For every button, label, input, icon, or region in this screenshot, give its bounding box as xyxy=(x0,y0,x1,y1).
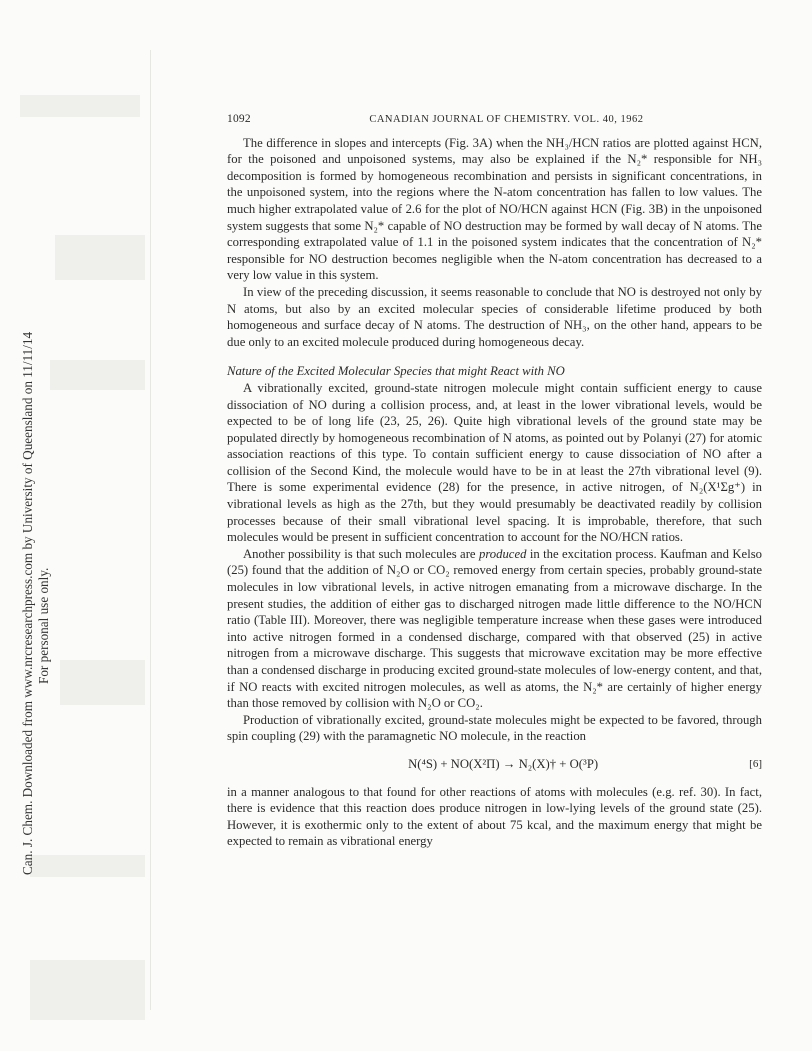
journal-page xyxy=(227,111,762,850)
page-number: 1092 xyxy=(227,113,251,125)
section-heading: Nature of the Excited Molecular Species that might React with NO xyxy=(227,364,565,379)
paragraph: in a manner analogous to that found for other reactions of atoms with molecules (e.g. ref. 30). In fact, there is evidence that this reaction does produce nitrogen in low-lying levels of the ground state (25). However, it is exothermic only to the extent of about 75 kcal, and the maximum energy that might be expected to remain as vibrational energy xyxy=(227,784,762,849)
paragraph-text: Another possibility is that such molecules are xyxy=(243,546,479,561)
download-notice-text xyxy=(20,332,52,875)
emphasis-text: produced xyxy=(478,546,527,561)
scan-margin-line xyxy=(150,50,151,1010)
equation-number: [6] xyxy=(749,757,762,770)
paragraph: A vibrationally excited, ground-state nitrogen molecule might contain sufficient energy to cause dissociation of NO during a collision process, and, at least in the lower vibrational levels, would be expected to be of long life (23, 25, 26). Quite high vibrational levels of the ground state may be populated directly by homogeneous recombination of N atoms, as pointed out by Polanyi (27) for atomic association reactions of this type. To contain sufficient energy to cause dissociation of NO after a collision of the Second Kind, the molecule would have to be in at least the 27th vibrational level (9). There is some experimental evidence (28) for the presence, in active nitrogen, of N₂(X¹Σg⁺) in vibrational levels as high as the 27th, but they would presumably be deactivated readily by collision processes because of their small vibrational level spacing. It is improbable, therefore, that such molecules would be present in sufficient concentration to account for the NO/HCN ratios. xyxy=(227,380,762,545)
running-title: CANADIAN JOURNAL OF CHEMISTRY. VOL. 40, 1962 xyxy=(369,114,644,125)
scan-artifact xyxy=(50,360,145,390)
scan-artifact xyxy=(30,960,145,1020)
paragraph: The difference in slopes and intercepts (Fig. 3A) when the NH₃/HCN ratios are plotted against HCN, for the poisoned and unpoisoned systems, may also be explained if the N₂* responsible for NH₃ decomposition is formed by homogeneous recombination and persists in significant concentrations, in the unpoisoned system, into the regions where the N-atom concentration has fallen to low values. The much higher extrapolated value of 2.6 for the plot of NO/HCN against HCN (Fig. 3B) in the unpoisoned system suggests that some N₂* capable of NO destruction may be formed by wall decay of N atoms. The corresponding extrapolated value of 1.1 in the poisoned system indicates that the concentration of N₂* responsible for NO destruction becomes negligible when the N-atom concentration has decreased to a very low value in this system. xyxy=(227,135,762,283)
scan-artifact xyxy=(60,660,145,705)
personal-use-line: For personal use only. xyxy=(36,567,51,684)
download-notice-line: Can. J. Chem. Downloaded from www.nrcresearchpress.com by University of Queensland on 11/11/14 xyxy=(20,331,35,875)
running-header xyxy=(227,111,762,129)
paragraph: Production of vibrationally excited, ground-state molecules might be expected to be favored, through spin coupling (29) with the paramagnetic NO molecule, in the reaction xyxy=(227,712,762,744)
download-notice xyxy=(0,0,51,1051)
scan-artifact xyxy=(55,235,145,280)
equation xyxy=(227,756,762,773)
equation-body: N(⁴S) + NO(X²Π) → N₂(X)† + O(³P) xyxy=(408,756,599,771)
paragraph xyxy=(227,546,762,712)
paragraph: In view of the preceding discussion, it seems reasonable to conclude that NO is destroyed not only by N atoms, but also by an excited molecular species of considerable lifetime produced by both homogeneous and surface decay of N atoms. The destruction of NH₃, on the other hand, appears to be due only to an excited molecule produced during homogeneous decay. xyxy=(227,284,762,349)
paragraph-text: in the excitation process. Kaufman and Kelso (25) found that the addition of N₂O or CO₂ removed energy from certain species, probably ground-state molecules in low vibrational levels, in active nitrogen emanating from a microwave discharge. In the present studies, the addition of either gas to discharged nitrogen made little difference to the NO/HCN ratio (Table III). Moreover, there was negligible temperature increase when these gases were introduced into active nitrogen formed in a condensed discharge, compared with that observed (25) in active nitrogen from a microwave discharge. This suggests that microwave excitation may be more effective than a condensed discharge in producing excited ground-state molecules of low-energy content, and that, if NO reacts with excited nitrogen molecules, as well as atoms, the N₂* are certainly of higher energy than those removed by collision with N₂O or CO₂. xyxy=(227,546,762,711)
